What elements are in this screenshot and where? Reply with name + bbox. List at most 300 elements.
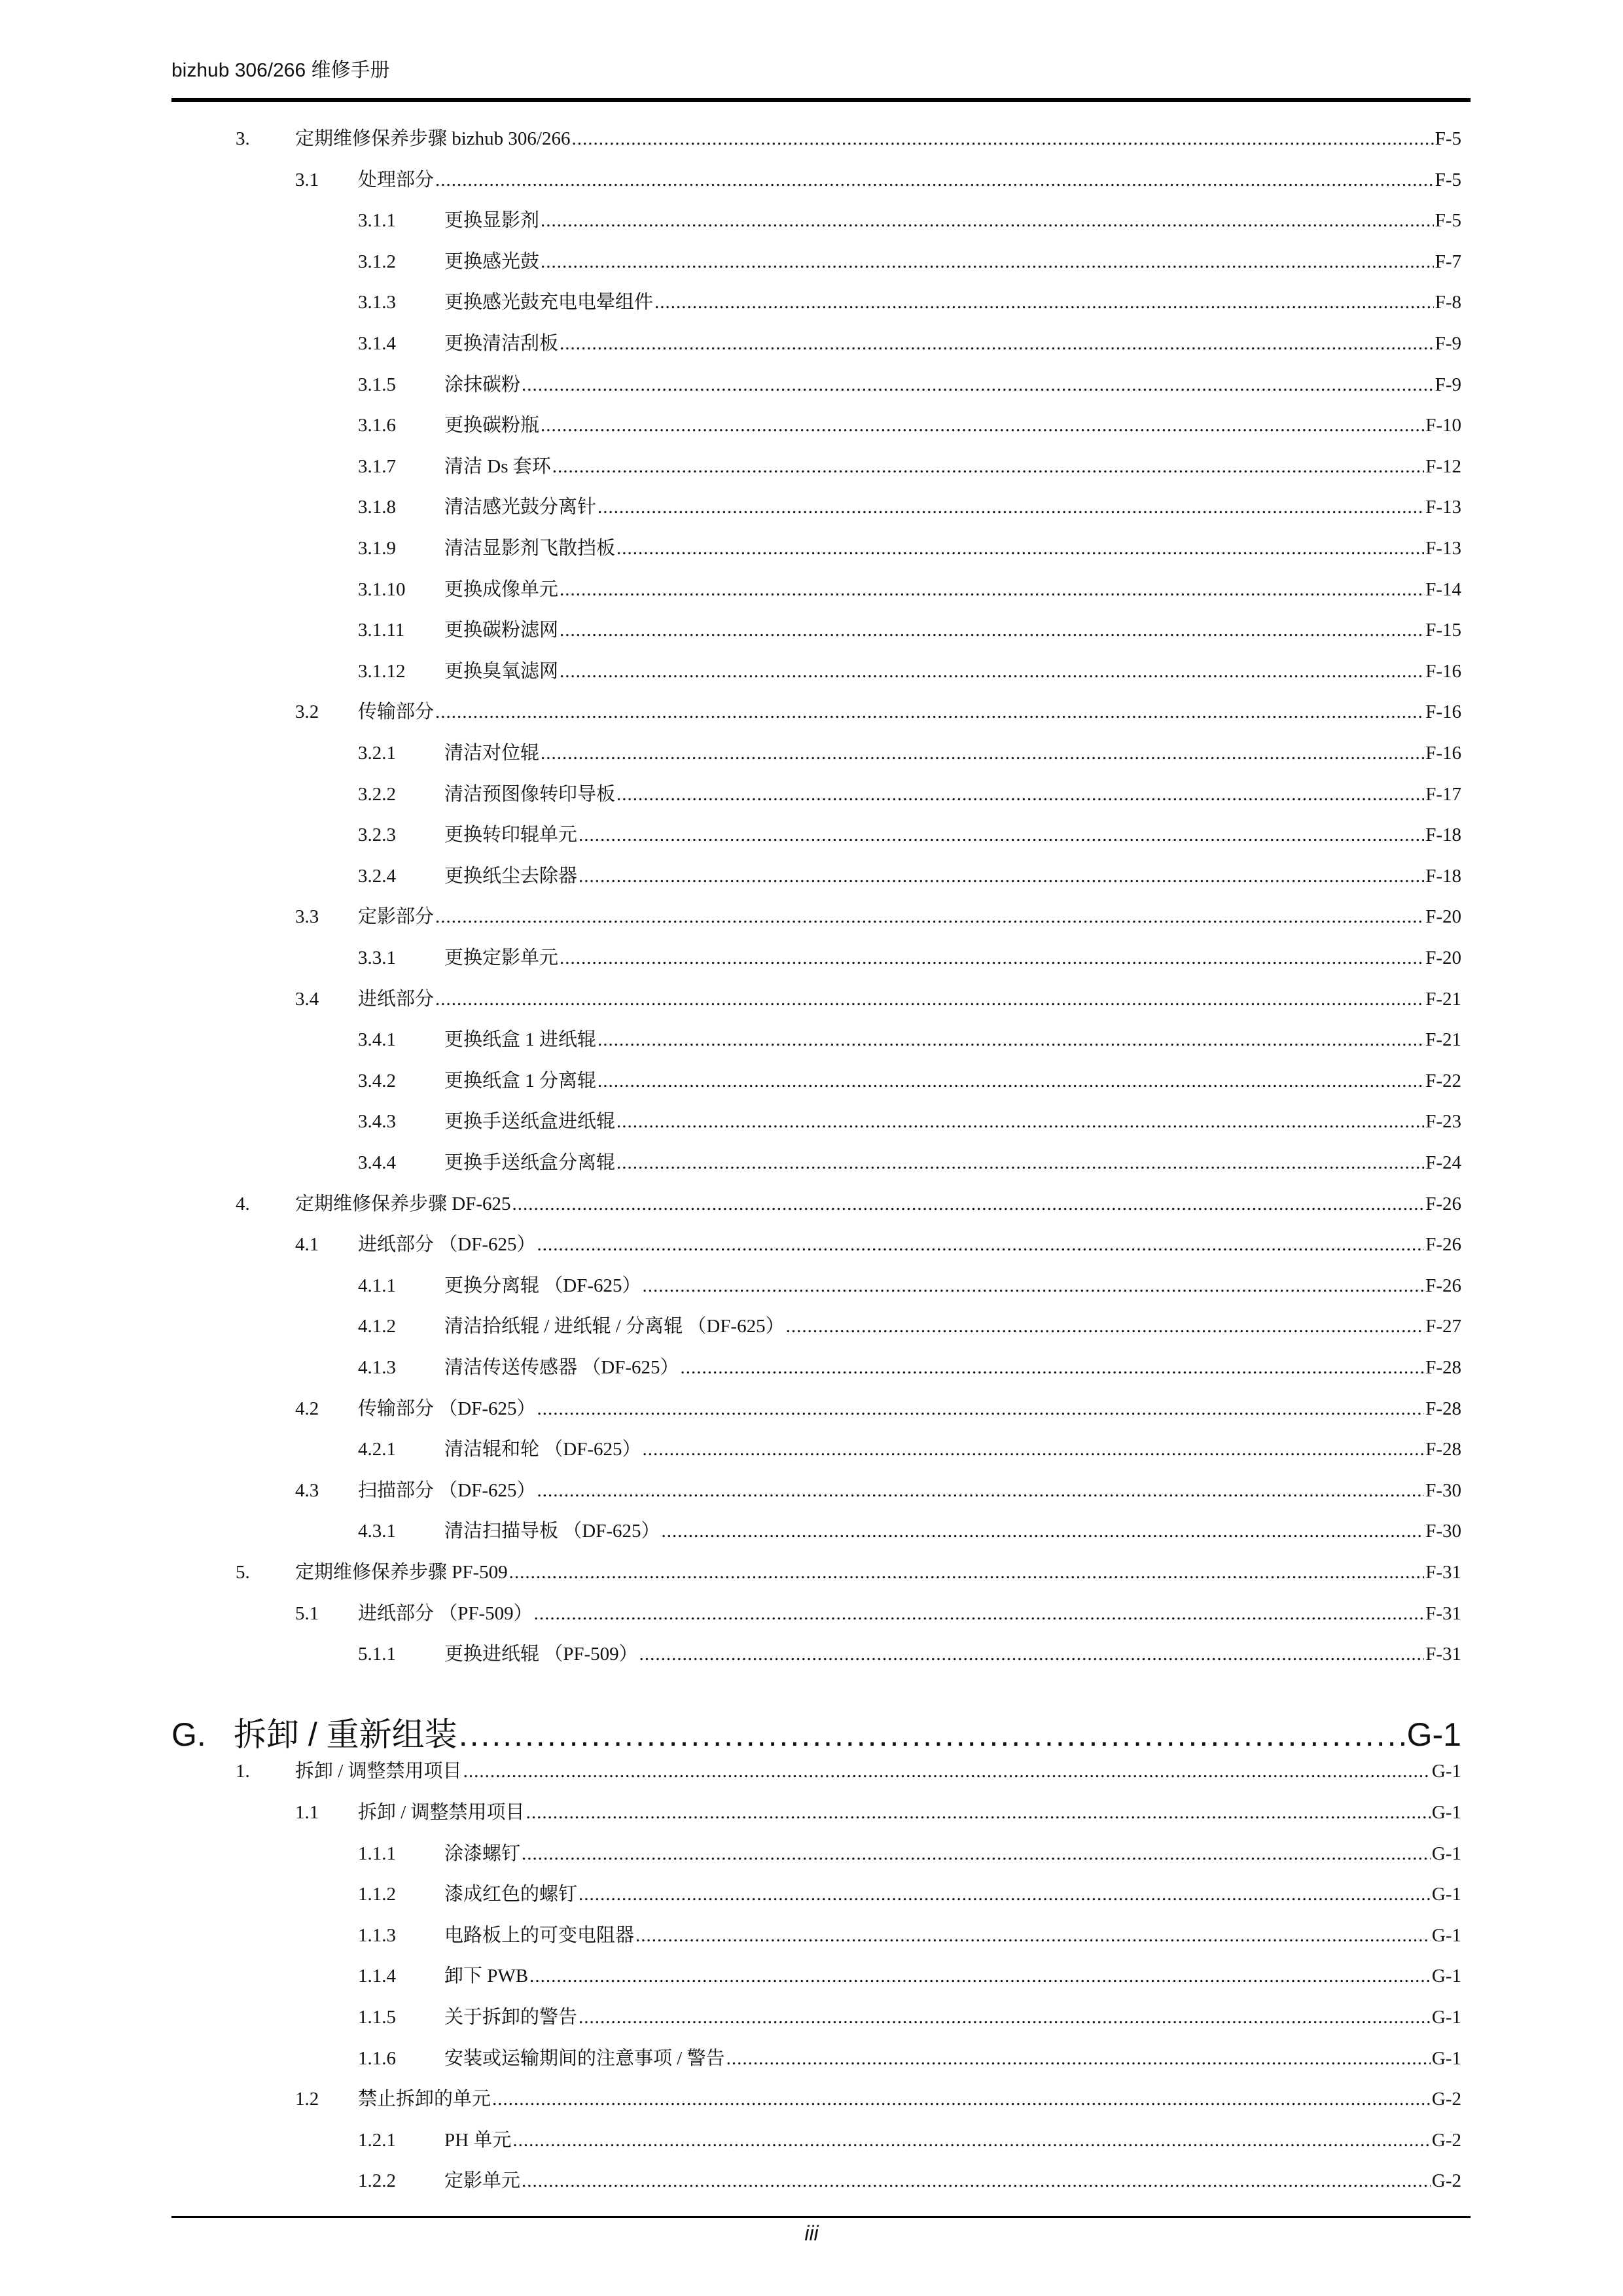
toc-entry-page: F-28 xyxy=(1425,1357,1461,1378)
dot-leader xyxy=(435,698,1424,726)
toc-entry[interactable] xyxy=(0,657,1623,686)
toc-entry-page: F-20 xyxy=(1425,947,1461,968)
toc-entry-number: G. xyxy=(171,1716,206,1753)
toc-entry-page: G-1 xyxy=(1431,1761,1461,1782)
toc-entry[interactable] xyxy=(0,206,1623,235)
toc-entry-line xyxy=(358,985,1461,1014)
toc-entry-number: 3. xyxy=(236,128,250,149)
toc-entry-page: F-22 xyxy=(1425,1070,1461,1091)
toc-entry-number: 3.1.6 xyxy=(358,415,396,436)
toc-entry-title: 更换分离辊 （DF-625） xyxy=(444,1275,641,1296)
toc-entry-line xyxy=(444,329,1461,358)
toc-entry-title: 安装或运输期间的注意事项 / 警告 xyxy=(444,2048,725,2069)
dot-leader xyxy=(560,616,1424,645)
toc-entry-number: 3.1.11 xyxy=(358,620,405,641)
toc-entry-line xyxy=(444,657,1461,686)
dot-leader xyxy=(560,944,1424,972)
toc-entry-line xyxy=(444,1025,1461,1054)
dot-leader xyxy=(463,1757,1431,1786)
dot-leader xyxy=(635,1921,1431,1950)
toc-entry-line xyxy=(444,2044,1461,2073)
toc-chapter-entry[interactable] xyxy=(0,1708,1623,1761)
toc-entry-number: 1.1.6 xyxy=(358,2048,396,2069)
toc-entry[interactable] xyxy=(0,1230,1623,1259)
toc-entry[interactable] xyxy=(0,493,1623,521)
toc-entry-line xyxy=(444,288,1461,317)
toc-entry[interactable] xyxy=(0,1921,1623,1950)
toc-entry[interactable] xyxy=(0,534,1623,563)
toc-entry-line xyxy=(444,452,1461,481)
toc-entry-page: G-1 xyxy=(1431,1802,1461,1823)
dot-leader xyxy=(639,1640,1425,1669)
toc-entry[interactable] xyxy=(0,1067,1623,1095)
toc-entry-title: PH 单元 xyxy=(444,2130,512,2151)
toc-entry-line xyxy=(444,1271,1461,1300)
toc-entry-line xyxy=(358,1599,1461,1628)
toc-entry[interactable] xyxy=(0,1558,1623,1587)
toc-entry-page: F-13 xyxy=(1425,538,1461,559)
toc-entry-number: 3.2.1 xyxy=(358,743,396,764)
toc-entry-line xyxy=(358,1798,1461,1827)
dot-leader xyxy=(541,739,1424,768)
toc-entry-number: 1. xyxy=(236,1761,250,1782)
toc-entry-number: 3.4.4 xyxy=(358,1152,396,1173)
dot-leader xyxy=(616,534,1424,563)
toc-entry-page: F-5 xyxy=(1435,169,1461,190)
toc-entry[interactable] xyxy=(0,1271,1623,1300)
toc-entry-title: 定期维修保养步骤 DF-625 xyxy=(295,1193,511,1214)
toc-entry-title: 更换碳粉瓶 xyxy=(444,415,540,436)
dot-leader xyxy=(541,206,1434,235)
toc-entry-page: G-2 xyxy=(1431,2170,1461,2191)
toc-entry[interactable] xyxy=(0,1025,1623,1054)
toc-entry-line xyxy=(444,944,1461,972)
toc-entry-line xyxy=(444,1067,1461,1095)
dot-leader xyxy=(522,370,1434,399)
toc-entry-page: F-21 xyxy=(1425,989,1461,1010)
toc-entry-line xyxy=(444,1517,1461,1545)
toc-entry-title: 更换显影剂 xyxy=(444,210,540,231)
toc-entry-title: 更换手送纸盒进纸辊 xyxy=(444,1111,616,1132)
toc-entry-number: 1.1.2 xyxy=(358,1884,396,1905)
dot-leader xyxy=(537,1394,1424,1423)
toc-entry-page: F-28 xyxy=(1425,1398,1461,1419)
toc-entry-page: G-2 xyxy=(1431,2130,1461,2151)
toc-entry-line xyxy=(444,1921,1461,1950)
toc-entry-page: F-16 xyxy=(1425,661,1461,682)
toc-entry-page: F-9 xyxy=(1435,333,1461,354)
toc-entry-number: 1.1.3 xyxy=(358,1925,396,1946)
toc-entry-line xyxy=(444,1880,1461,1909)
toc-entry-title: 处理部分 xyxy=(358,169,435,190)
dot-leader xyxy=(537,1476,1424,1505)
toc-entry-line xyxy=(358,1476,1461,1505)
toc-entry[interactable] xyxy=(0,1435,1623,1464)
toc-entry-line xyxy=(358,1394,1461,1423)
toc-entry-line xyxy=(444,821,1461,849)
dot-leader xyxy=(522,1839,1431,1868)
toc-entry-title: 电路板上的可变电阻器 xyxy=(444,1925,635,1946)
toc-entry-page: F-31 xyxy=(1425,1562,1461,1583)
toc-entry-number: 3.3 xyxy=(295,906,319,927)
toc-entry-number: 1.2.1 xyxy=(358,2130,396,2151)
toc-entry-number: 5.1.1 xyxy=(358,1644,396,1665)
page-number: iii xyxy=(804,2221,819,2245)
toc-entry-number: 1.1.4 xyxy=(358,1966,396,1987)
dot-leader xyxy=(526,1798,1431,1827)
dot-leader xyxy=(560,657,1424,686)
toc-entry-page: F-21 xyxy=(1425,1029,1461,1050)
toc-entry-page: F-5 xyxy=(1435,128,1461,149)
toc-entry-title: 清洁拾纸辊 / 进纸辊 / 分离辊 （DF-625） xyxy=(444,1316,785,1337)
toc-entry-number: 3.4.1 xyxy=(358,1029,396,1050)
toc-entry-number: 4.1 xyxy=(295,1234,319,1255)
dot-leader xyxy=(492,2085,1431,2113)
toc-entry-number: 3.2.4 xyxy=(358,866,396,887)
toc-entry-number: 3.2.2 xyxy=(358,784,396,805)
toc-entry[interactable] xyxy=(0,575,1623,604)
toc-entry-number: 1.1 xyxy=(295,1802,319,1823)
toc-entry-number: 3.1.7 xyxy=(358,456,396,477)
toc-entry-title: 更换成像单元 xyxy=(444,579,559,600)
toc-entry-line xyxy=(444,1435,1461,1464)
toc-entry-page: F-9 xyxy=(1435,374,1461,395)
toc-entry-page: G-1 xyxy=(1431,1925,1461,1946)
toc-entry-page: F-20 xyxy=(1425,906,1461,927)
toc-entry-title: 更换感光鼓充电电晕组件 xyxy=(444,292,654,313)
toc-entry-line xyxy=(295,1190,1461,1218)
dot-leader xyxy=(680,1353,1424,1382)
toc-entry[interactable] xyxy=(0,862,1623,891)
toc-entry-title: 关于拆卸的警告 xyxy=(444,2007,578,2028)
dot-leader xyxy=(616,1107,1424,1136)
toc-entry-line xyxy=(444,370,1461,399)
toc-entry[interactable] xyxy=(0,2044,1623,2073)
toc-entry-line xyxy=(444,1353,1461,1382)
toc-entry[interactable] xyxy=(0,1962,1623,1990)
toc-entry-title: 更换转印辊单元 xyxy=(444,824,578,845)
toc-entry[interactable] xyxy=(0,1640,1623,1669)
toc-entry-line xyxy=(295,1757,1461,1786)
toc-entry-line xyxy=(444,1640,1461,1669)
toc-entry-number: 3.1.2 xyxy=(358,251,396,272)
toc-entry[interactable] xyxy=(0,1312,1623,1341)
toc-entry-line xyxy=(444,575,1461,604)
toc-entry-number: 3.3.1 xyxy=(358,947,396,968)
toc-entry-page: F-8 xyxy=(1435,292,1461,313)
toc-entry-line xyxy=(444,2126,1461,2155)
toc-entry-line xyxy=(444,411,1461,440)
toc-entry-page: F-16 xyxy=(1425,701,1461,722)
toc-entry[interactable] xyxy=(0,1757,1623,1786)
toc-entry-title: 定影单元 xyxy=(444,2170,521,2191)
toc-entry-page: F-10 xyxy=(1425,415,1461,436)
toc-entry-title: 更换感光鼓 xyxy=(444,251,540,272)
dot-leader xyxy=(654,288,1434,317)
toc-entry-title: 清洁辊和轮 （DF-625） xyxy=(444,1439,641,1460)
toc-entry[interactable] xyxy=(0,985,1623,1014)
toc-entry-line xyxy=(444,247,1461,276)
dot-leader xyxy=(579,2003,1431,2032)
toc-entry[interactable] xyxy=(0,1599,1623,1628)
toc-entry[interactable] xyxy=(0,780,1623,809)
footer-rule xyxy=(171,2216,1471,2218)
toc-entry-title: 定期维修保养步骤 bizhub 306/266 xyxy=(295,128,571,149)
dot-leader xyxy=(541,411,1424,440)
toc-entry-number: 4.1.2 xyxy=(358,1316,396,1337)
toc-entry[interactable] xyxy=(0,2126,1623,2155)
toc-entry-page: G-1 xyxy=(1431,1843,1461,1864)
dot-leader xyxy=(509,1558,1425,1587)
toc-entry-line xyxy=(358,1230,1461,1259)
toc-entry-page: F-18 xyxy=(1425,866,1461,887)
toc-entry-number: 3.4.3 xyxy=(358,1111,396,1132)
toc-entry-page: F-27 xyxy=(1425,1316,1461,1337)
dot-leader xyxy=(560,575,1424,604)
dot-leader xyxy=(522,2166,1431,2195)
toc-entry[interactable] xyxy=(0,1839,1623,1868)
toc-entry-number: 4.2.1 xyxy=(358,1439,396,1460)
dot-leader xyxy=(560,329,1434,358)
toc-entry-page: G-1 xyxy=(1431,1884,1461,1905)
toc-entry-title: 清洁对位辊 xyxy=(444,743,540,764)
dot-leader xyxy=(459,1708,1406,1761)
toc-entry[interactable] xyxy=(0,288,1623,317)
toc-entry-page: G-1 xyxy=(1431,1966,1461,1987)
dot-leader xyxy=(642,1271,1424,1300)
toc-entry-page: F-16 xyxy=(1425,743,1461,764)
toc-entry-title: 清洁感光鼓分离针 xyxy=(444,497,597,518)
toc-entry[interactable] xyxy=(0,124,1623,153)
toc-entry-number: 1.1.5 xyxy=(358,2007,396,2028)
toc-entry-title: 定期维修保养步骤 PF-509 xyxy=(295,1562,508,1583)
toc-entry-line xyxy=(444,1839,1461,1868)
toc-entry-title: 清洁预图像转印导板 xyxy=(444,784,616,805)
dot-leader xyxy=(552,452,1424,481)
toc-entry-line xyxy=(358,166,1461,194)
toc-entry-number: 4.2 xyxy=(295,1398,319,1419)
toc-entry[interactable] xyxy=(0,2166,1623,2195)
toc-entry-title: 涂漆螺钉 xyxy=(444,1843,521,1864)
toc-entry-number: 3.1.9 xyxy=(358,538,396,559)
dot-leader xyxy=(537,1230,1424,1259)
toc-entry-line xyxy=(444,2003,1461,2032)
dot-leader xyxy=(597,1025,1424,1054)
toc-entry-number: 3.1.1 xyxy=(358,210,396,231)
dot-leader xyxy=(616,1148,1424,1177)
toc-entry[interactable] xyxy=(0,247,1623,276)
toc-entry-title: 拆卸 / 重新组装 xyxy=(234,1716,457,1753)
toc-entry-line xyxy=(444,1107,1461,1136)
toc-entry-page: F-30 xyxy=(1425,1521,1461,1542)
dot-leader xyxy=(786,1312,1425,1341)
toc-entry[interactable] xyxy=(0,370,1623,399)
dot-leader xyxy=(597,493,1424,521)
dot-leader xyxy=(534,1599,1425,1628)
toc-entry-line xyxy=(444,493,1461,521)
toc-entry-number: 3.1.12 xyxy=(358,661,406,682)
toc-entry[interactable] xyxy=(0,2085,1623,2113)
toc-entry-line xyxy=(358,902,1461,931)
toc-entry-title: 更换定影单元 xyxy=(444,947,559,968)
toc-entry-number: 4.3.1 xyxy=(358,1521,396,1542)
toc-entry-page: F-30 xyxy=(1425,1480,1461,1501)
toc-entry-page: G-2 xyxy=(1431,2089,1461,2110)
toc-entry-page: F-14 xyxy=(1425,579,1461,600)
toc-entry-title: 扫描部分 （DF-625） xyxy=(358,1480,536,1501)
toc-entry-title: 拆卸 / 调整禁用项目 xyxy=(358,1802,525,1823)
toc-entry-number: 3.1.3 xyxy=(358,292,396,313)
toc-entry-title: 更换纸盒 1 分离辊 xyxy=(444,1070,597,1091)
toc-entry[interactable] xyxy=(0,616,1623,645)
toc-entry-title: 漆成红色的螺钉 xyxy=(444,1884,578,1905)
toc-entry-number: 3.4 xyxy=(295,989,319,1010)
toc-entry-line xyxy=(444,862,1461,891)
toc-entry-title: 卸下 PWB xyxy=(444,1966,529,1987)
toc-entry-page: F-7 xyxy=(1435,251,1461,272)
dot-leader xyxy=(512,2126,1431,2155)
toc-entry[interactable] xyxy=(0,1190,1623,1218)
toc-entry-line xyxy=(444,1148,1461,1177)
dot-leader xyxy=(435,985,1424,1014)
dot-leader xyxy=(435,902,1424,931)
dot-leader xyxy=(435,166,1434,194)
toc-entry-title: 涂抹碳粉 xyxy=(444,374,521,395)
toc-entry[interactable] xyxy=(0,2003,1623,2032)
toc-entry-number: 1.2 xyxy=(295,2089,319,2110)
toc-entry-page: F-28 xyxy=(1425,1439,1461,1460)
toc-entry[interactable] xyxy=(0,1148,1623,1177)
toc-entry[interactable] xyxy=(0,944,1623,972)
dot-leader xyxy=(541,247,1434,276)
toc-entry-page: F-26 xyxy=(1425,1193,1461,1214)
toc-entry-title: 进纸部分 xyxy=(358,989,435,1010)
toc-entry-title: 更换碳粉滤网 xyxy=(444,620,559,641)
toc-entry-line xyxy=(444,616,1461,645)
toc-entry[interactable] xyxy=(0,329,1623,358)
toc-entry-number: 1.2.2 xyxy=(358,2170,396,2191)
toc-entry-title: 更换清洁刮板 xyxy=(444,333,559,354)
toc-entry-line xyxy=(234,1708,1461,1761)
toc-entry[interactable] xyxy=(0,698,1623,726)
toc-entry[interactable] xyxy=(0,902,1623,931)
toc-entry-page: F-23 xyxy=(1425,1111,1461,1132)
dot-leader xyxy=(579,862,1424,891)
toc-entry-page: F-18 xyxy=(1425,824,1461,845)
toc-entry-title: 传输部分 （DF-625） xyxy=(358,1398,536,1419)
toc-entry-page: F-13 xyxy=(1425,497,1461,518)
toc-entry-line xyxy=(444,739,1461,768)
toc-entry-title: 更换进纸辊 （PF-509） xyxy=(444,1644,638,1665)
toc-entry-number: 3.1.4 xyxy=(358,333,396,354)
dot-leader xyxy=(512,1190,1424,1218)
toc-entry-page: F-26 xyxy=(1425,1234,1461,1255)
dot-leader xyxy=(529,1962,1431,1990)
dot-leader xyxy=(661,1517,1424,1545)
toc-entry-page: F-26 xyxy=(1425,1275,1461,1296)
toc-entry-title: 进纸部分 （PF-509） xyxy=(358,1603,533,1624)
dot-leader xyxy=(597,1067,1424,1095)
toc-entry-number: 4. xyxy=(236,1193,250,1214)
toc-entry-number: 4.3 xyxy=(295,1480,319,1501)
toc-entry-page: F-17 xyxy=(1425,784,1461,805)
toc-entry[interactable] xyxy=(0,739,1623,768)
toc-entry-line xyxy=(444,1962,1461,1990)
toc-entry-page: F-31 xyxy=(1425,1603,1461,1624)
toc-entry-page: G-1 xyxy=(1431,2048,1461,2069)
toc-entry-title: 清洁 Ds 套环 xyxy=(444,456,551,477)
toc-entry-page: F-24 xyxy=(1425,1152,1461,1173)
toc-entry-number: 5. xyxy=(236,1562,250,1583)
toc-entry[interactable] xyxy=(0,1353,1623,1382)
dot-leader xyxy=(616,780,1424,809)
toc-entry-page: F-31 xyxy=(1425,1644,1461,1665)
toc-entry-line xyxy=(444,2166,1461,2195)
dot-leader xyxy=(579,821,1424,849)
toc-entry-number: 4.1.1 xyxy=(358,1275,396,1296)
toc-entry-page: G-1 xyxy=(1406,1716,1461,1753)
toc-entry-number: 3.2 xyxy=(295,701,319,722)
toc-entry-page: G-1 xyxy=(1431,2007,1461,2028)
toc-entry[interactable] xyxy=(0,821,1623,849)
toc-entry-number: 3.1 xyxy=(295,169,319,190)
toc-entry-number: 3.1.8 xyxy=(358,497,396,518)
dot-leader xyxy=(579,1880,1431,1909)
dot-leader xyxy=(572,124,1434,153)
toc-entry[interactable] xyxy=(0,452,1623,481)
toc-entry-line xyxy=(295,1558,1461,1587)
dot-leader xyxy=(642,1435,1424,1464)
running-header: bizhub 306/266 维修手册 xyxy=(171,60,390,81)
toc-entry-line xyxy=(295,124,1461,153)
toc-entry-title: 更换臭氧滤网 xyxy=(444,661,559,682)
toc-entry-number: 3.1.5 xyxy=(358,374,396,395)
toc-entry-number: 5.1 xyxy=(295,1603,319,1624)
toc-entry-title: 定影部分 xyxy=(358,906,435,927)
toc-entry[interactable] xyxy=(0,411,1623,440)
toc-entry[interactable] xyxy=(0,1798,1623,1827)
toc-entry[interactable] xyxy=(0,1107,1623,1136)
toc-entry[interactable] xyxy=(0,1517,1623,1545)
toc-entry-title: 清洁传送传感器 （DF-625） xyxy=(444,1357,679,1378)
toc-entry-title: 更换纸尘去除器 xyxy=(444,866,578,887)
toc-entry-title: 清洁扫描导板 （DF-625） xyxy=(444,1521,660,1542)
toc-entry-line xyxy=(358,698,1461,726)
toc-entry-number: 3.1.10 xyxy=(358,579,406,600)
toc-entry-line xyxy=(444,1312,1461,1341)
toc-entry-title: 传输部分 xyxy=(358,701,435,722)
toc-entry-title: 进纸部分 （DF-625） xyxy=(358,1234,536,1255)
toc-entry-line xyxy=(444,206,1461,235)
toc-entry-title: 清洁显影剂飞散挡板 xyxy=(444,538,616,559)
toc-entry-line xyxy=(358,2085,1461,2113)
toc-entry[interactable] xyxy=(0,1476,1623,1505)
toc-entry[interactable] xyxy=(0,1394,1623,1423)
toc-entry-page: F-12 xyxy=(1425,456,1461,477)
toc-entry-page: F-5 xyxy=(1435,210,1461,231)
toc-entry[interactable] xyxy=(0,166,1623,194)
toc-entry-number: 4.1.3 xyxy=(358,1357,396,1378)
dot-leader xyxy=(726,2044,1431,2073)
toc-entry-line xyxy=(444,780,1461,809)
toc-entry[interactable] xyxy=(0,1880,1623,1909)
toc-entry-title: 更换纸盒 1 进纸辊 xyxy=(444,1029,597,1050)
toc-entry-number: 1.1.1 xyxy=(358,1843,396,1864)
toc-entry-line xyxy=(444,534,1461,563)
toc-entry-title: 禁止拆卸的单元 xyxy=(358,2089,491,2110)
toc-entry-title: 更换手送纸盒分离辊 xyxy=(444,1152,616,1173)
toc-entry-page: F-15 xyxy=(1425,620,1461,641)
